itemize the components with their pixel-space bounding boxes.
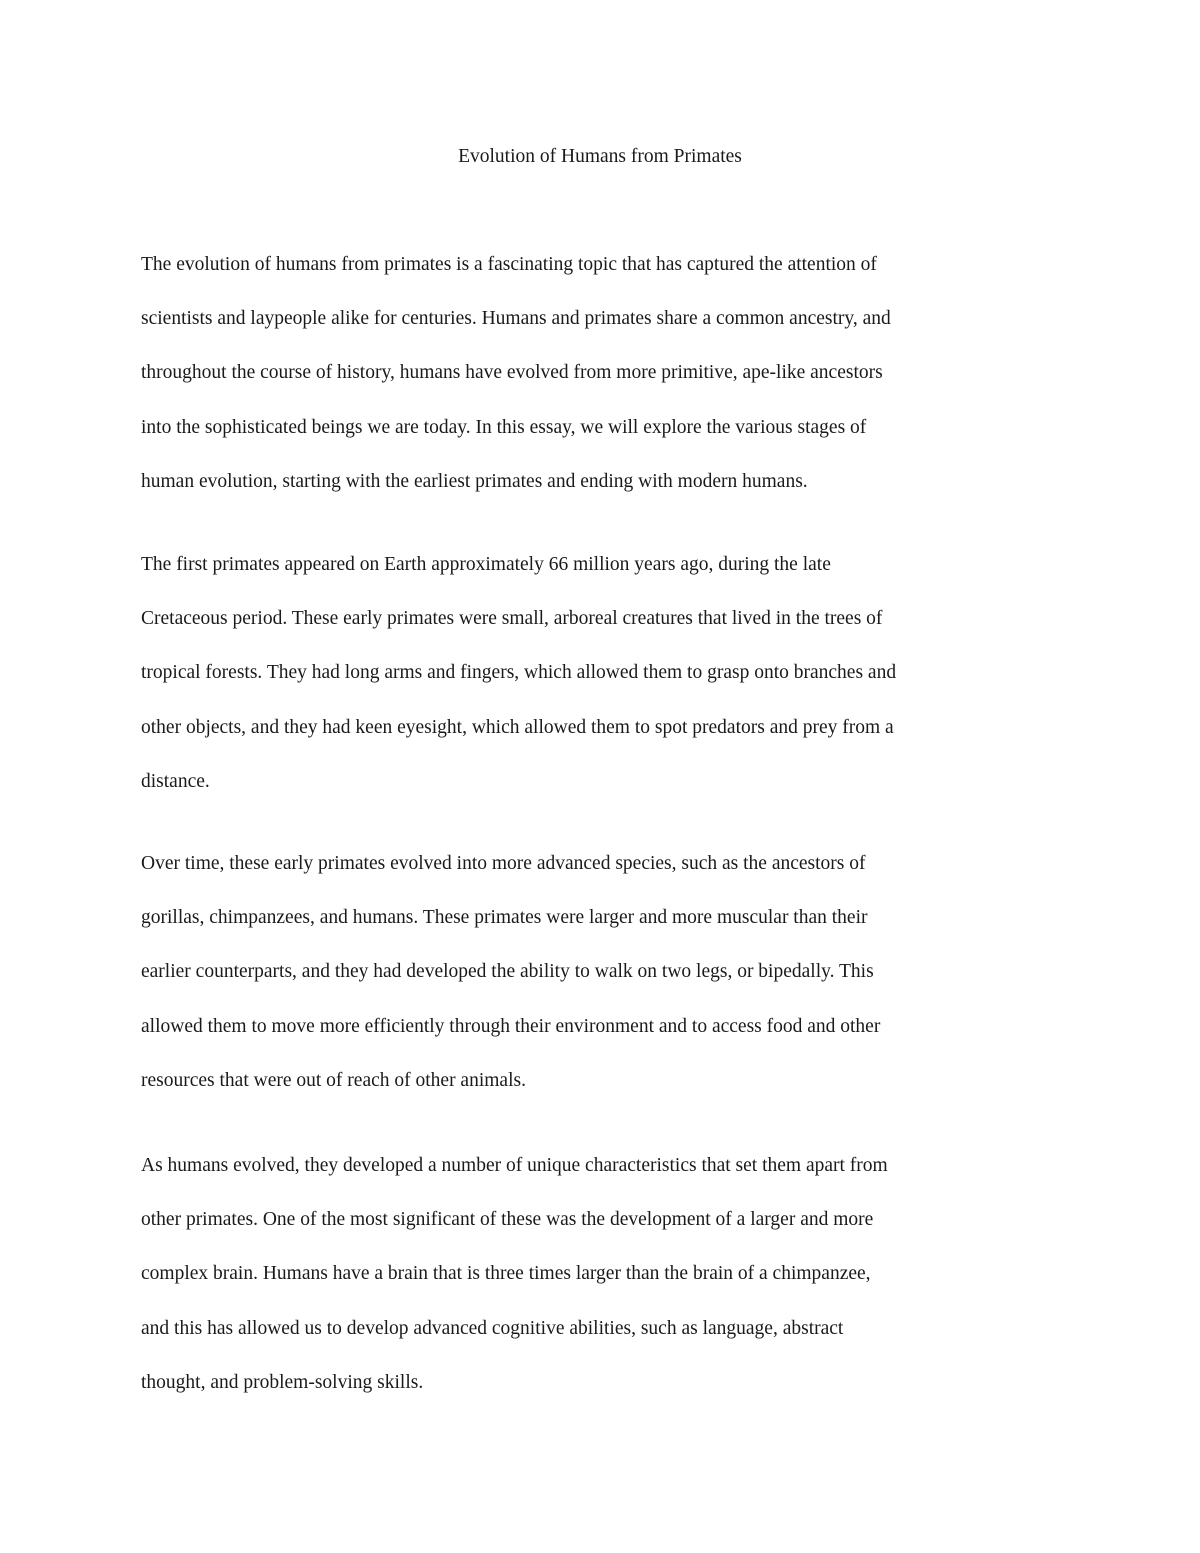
paragraph-line: gorillas, chimpanzees, and humans. These primates were larger and more muscular than their — [141, 907, 868, 929]
paragraph-line: Over time, these early primates evolved into more advanced species, such as the ancestors of — [141, 853, 866, 874]
paragraph-unique-characteristics — [141, 1151, 888, 1422]
paragraph-first-primates — [141, 550, 896, 821]
paragraph-line: other primates. One of the most significant of these was the development of a larger and more — [141, 1209, 874, 1231]
paragraph-line: As humans evolved, they developed a number of unique characteristics that set them apart from — [141, 1155, 888, 1176]
paragraph-line: human evolution, starting with the earliest primates and ending with modern humans. — [141, 470, 808, 492]
paragraph-line: thought, and problem-solving skills. — [141, 1371, 424, 1393]
paragraph-line: complex brain. Humans have a brain that is three times larger than the brain of a chimpanzee, — [141, 1263, 871, 1285]
paragraph-line: Cretaceous period. These early primates were small, arboreal creatures that lived in the trees of — [141, 608, 883, 630]
paragraph-line: resources that were out of reach of other animals. — [141, 1069, 526, 1091]
paragraph-line: throughout the course of history, humans have evolved from more primitive, ape-like ancestors — [141, 362, 883, 384]
paragraph-line: The evolution of humans from primates is a fascinating topic that has captured the attention of — [141, 254, 877, 275]
paragraph-line: allowed them to move more efficiently through their environment and to access food and other — [141, 1015, 881, 1037]
paragraph-line: earlier counterparts, and they had developed the ability to walk on two legs, or bipedally. This — [141, 961, 874, 983]
document-title: Evolution of Humans from Primates — [458, 146, 742, 167]
paragraph-line: tropical forests. They had long arms and fingers, which allowed them to grasp onto branches and — [141, 662, 897, 684]
paragraph-line: The first primates appeared on Earth approximately 66 million years ago, during the late — [141, 554, 831, 575]
paragraph-introduction — [141, 250, 891, 521]
paragraph-line: distance. — [141, 770, 210, 792]
paragraph-line: into the sophisticated beings we are today. In this essay, we will explore the various stages of — [141, 416, 867, 438]
paragraph-line: and this has allowed us to develop advanced cognitive abilities, such as language, abstract — [141, 1317, 844, 1339]
paragraph-advanced-species — [141, 849, 880, 1120]
paragraph-line: other objects, and they had keen eyesight, which allowed them to spot predators and prey from a — [141, 716, 894, 738]
paragraph-line: scientists and laypeople alike for centuries. Humans and primates share a common ancestry, and — [141, 308, 891, 330]
